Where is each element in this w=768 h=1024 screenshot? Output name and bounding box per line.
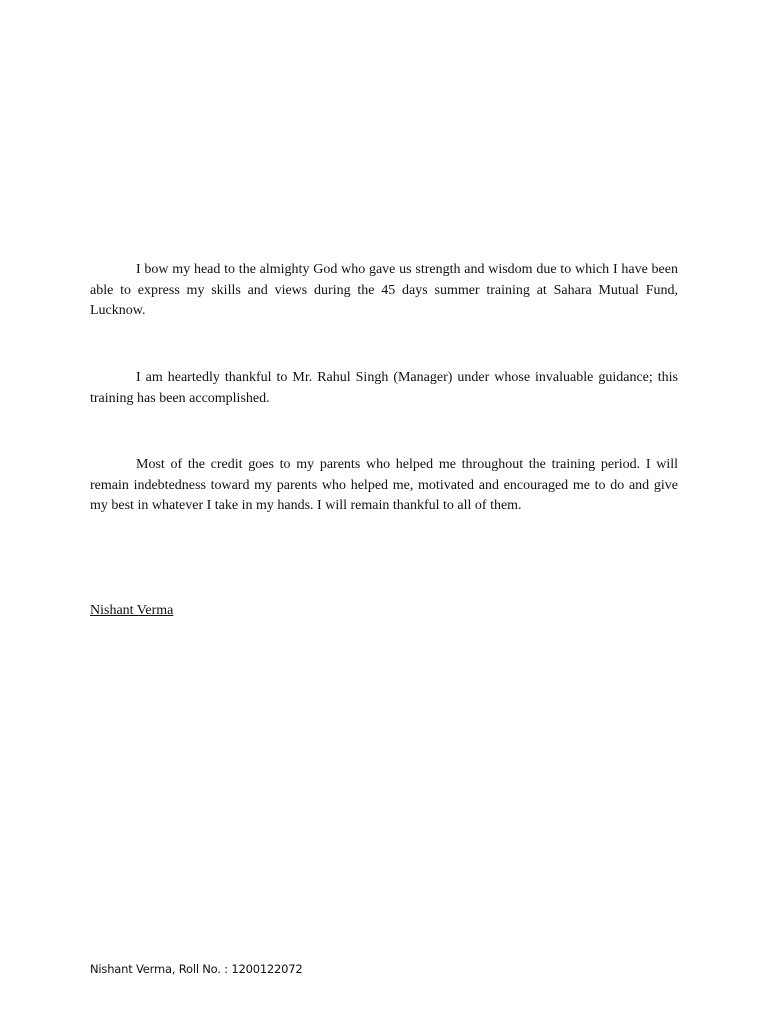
signature-name: Nishant Verma <box>90 603 174 618</box>
page-footer: Nishant Verma, Roll No. : 1200122072 <box>90 962 303 976</box>
acknowledgement-paragraph-1: I bow my head to the almighty God who gave us strength and wisdom due to which I have been able to express my skills and views during the 45 days summer training at Sahara Mutual Fund, Lucknow. <box>90 262 678 318</box>
acknowledgement-paragraph-3: Most of the credit goes to my parents who helped me throughout the training period. I will remain indebtedness toward my parents who helped me, motivated and encouraged me to do and give my best in whatever I take in my hands. I will remain thankful to all of them. <box>90 457 678 513</box>
acknowledgement-paragraph-2: I am heartedly thankful to Mr. Rahul Singh (Manager) under whose invaluable guidance; this training has been accomplished. <box>90 370 678 406</box>
